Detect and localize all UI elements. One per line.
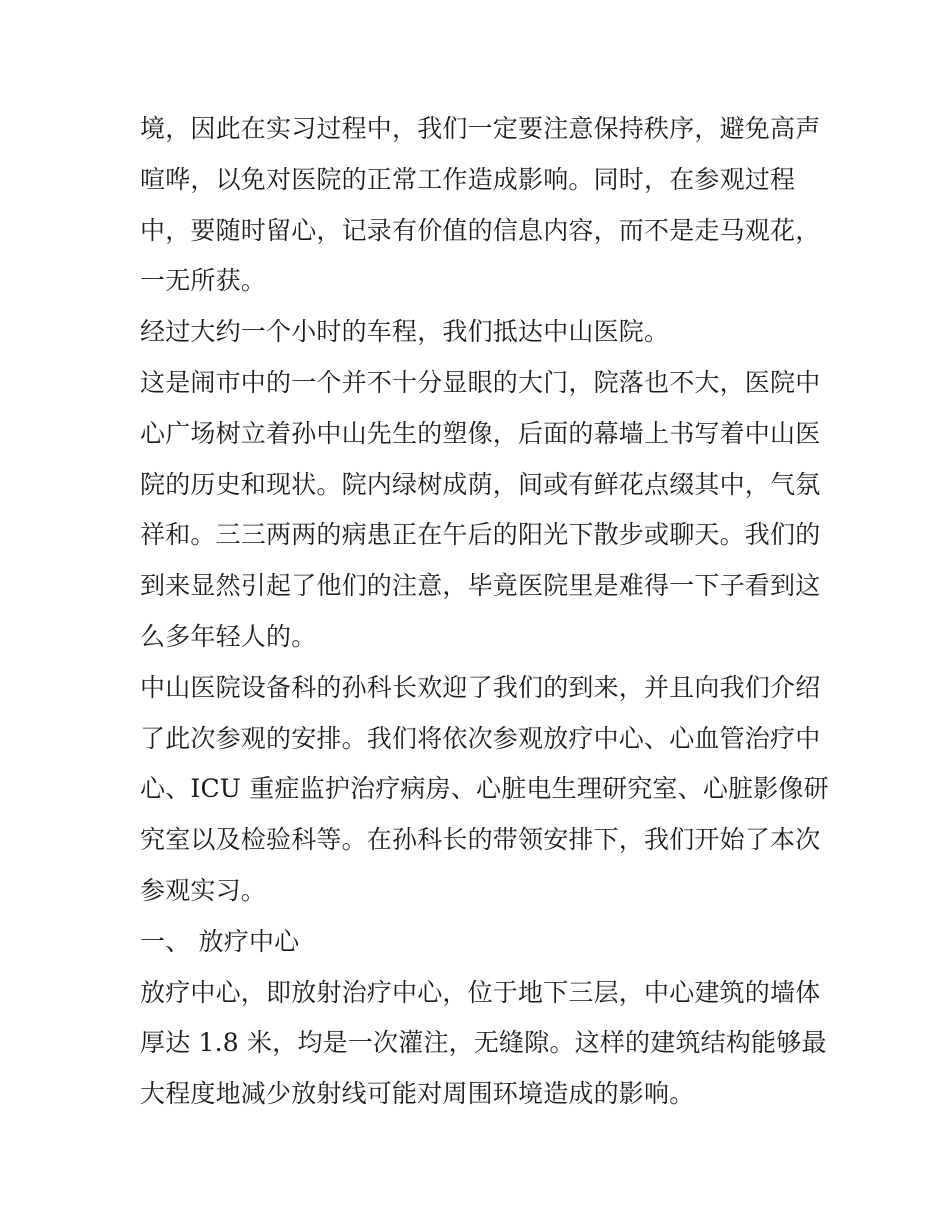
text-line: 中，要随时留心，记录有价值的信息内容，而不是走马观花， [140, 215, 821, 245]
text-line: 中山医院设备科的孙科长欢迎了我们的到来，并且向我们介绍 [140, 672, 821, 702]
text-line: 这是闹市中的一个并不十分显眼的大门，院落也不大，医院中 [140, 367, 821, 397]
text-line: 喧哗，以免对医院的正常工作造成影响。同时，在参观过程 [140, 164, 796, 194]
text-line: 了此次参观的安排。我们将依次参观放疗中心、心血管治疗中 [140, 723, 821, 753]
body-text [140, 104, 829, 1120]
text-line: 大程度地减少放射线可能对周围环境造成的影响。 [140, 1079, 695, 1109]
text-line: 经过大约一个小时的车程，我们抵达中山医院。 [140, 317, 670, 347]
text-line: 究室以及检验科等。在孙科长的带领安排下，我们开始了本次 [140, 825, 821, 855]
section-heading: 一、 放疗中心 [140, 926, 300, 956]
text-line: 一无所获。 [140, 266, 267, 296]
text-line: 心、ICU 重症监护治疗病房、心脏电生理研究室、心脏影像研 [140, 774, 829, 804]
text-line: 厚达 1.8 米，均是一次灌注，无缝隙。这样的建筑结构能够最 [140, 1028, 827, 1058]
text-line: 祥和。三三两两的病患正在午后的阳光下散步或聊天。我们的 [140, 520, 821, 550]
text-line: 境，因此在实习过程中，我们一定要注意保持秩序，避免高声 [140, 114, 821, 143]
text-line: 么多年轻人的。 [140, 621, 317, 651]
text-line: 心广场树立着孙中山先生的塑像，后面的幕墙上书写着中山医 [140, 418, 821, 448]
text-line: 到来显然引起了他们的注意，毕竟医院里是难得一下子看到这 [140, 571, 821, 601]
text-line: 参观实习。 [140, 875, 267, 905]
text-line: 院的历史和现状。院内绿树成荫，间或有鲜花点缀其中，气氛 [140, 469, 821, 499]
text-line: 放疗中心，即放射治疗中心，位于地下三层，中心建筑的墙体 [140, 977, 821, 1007]
